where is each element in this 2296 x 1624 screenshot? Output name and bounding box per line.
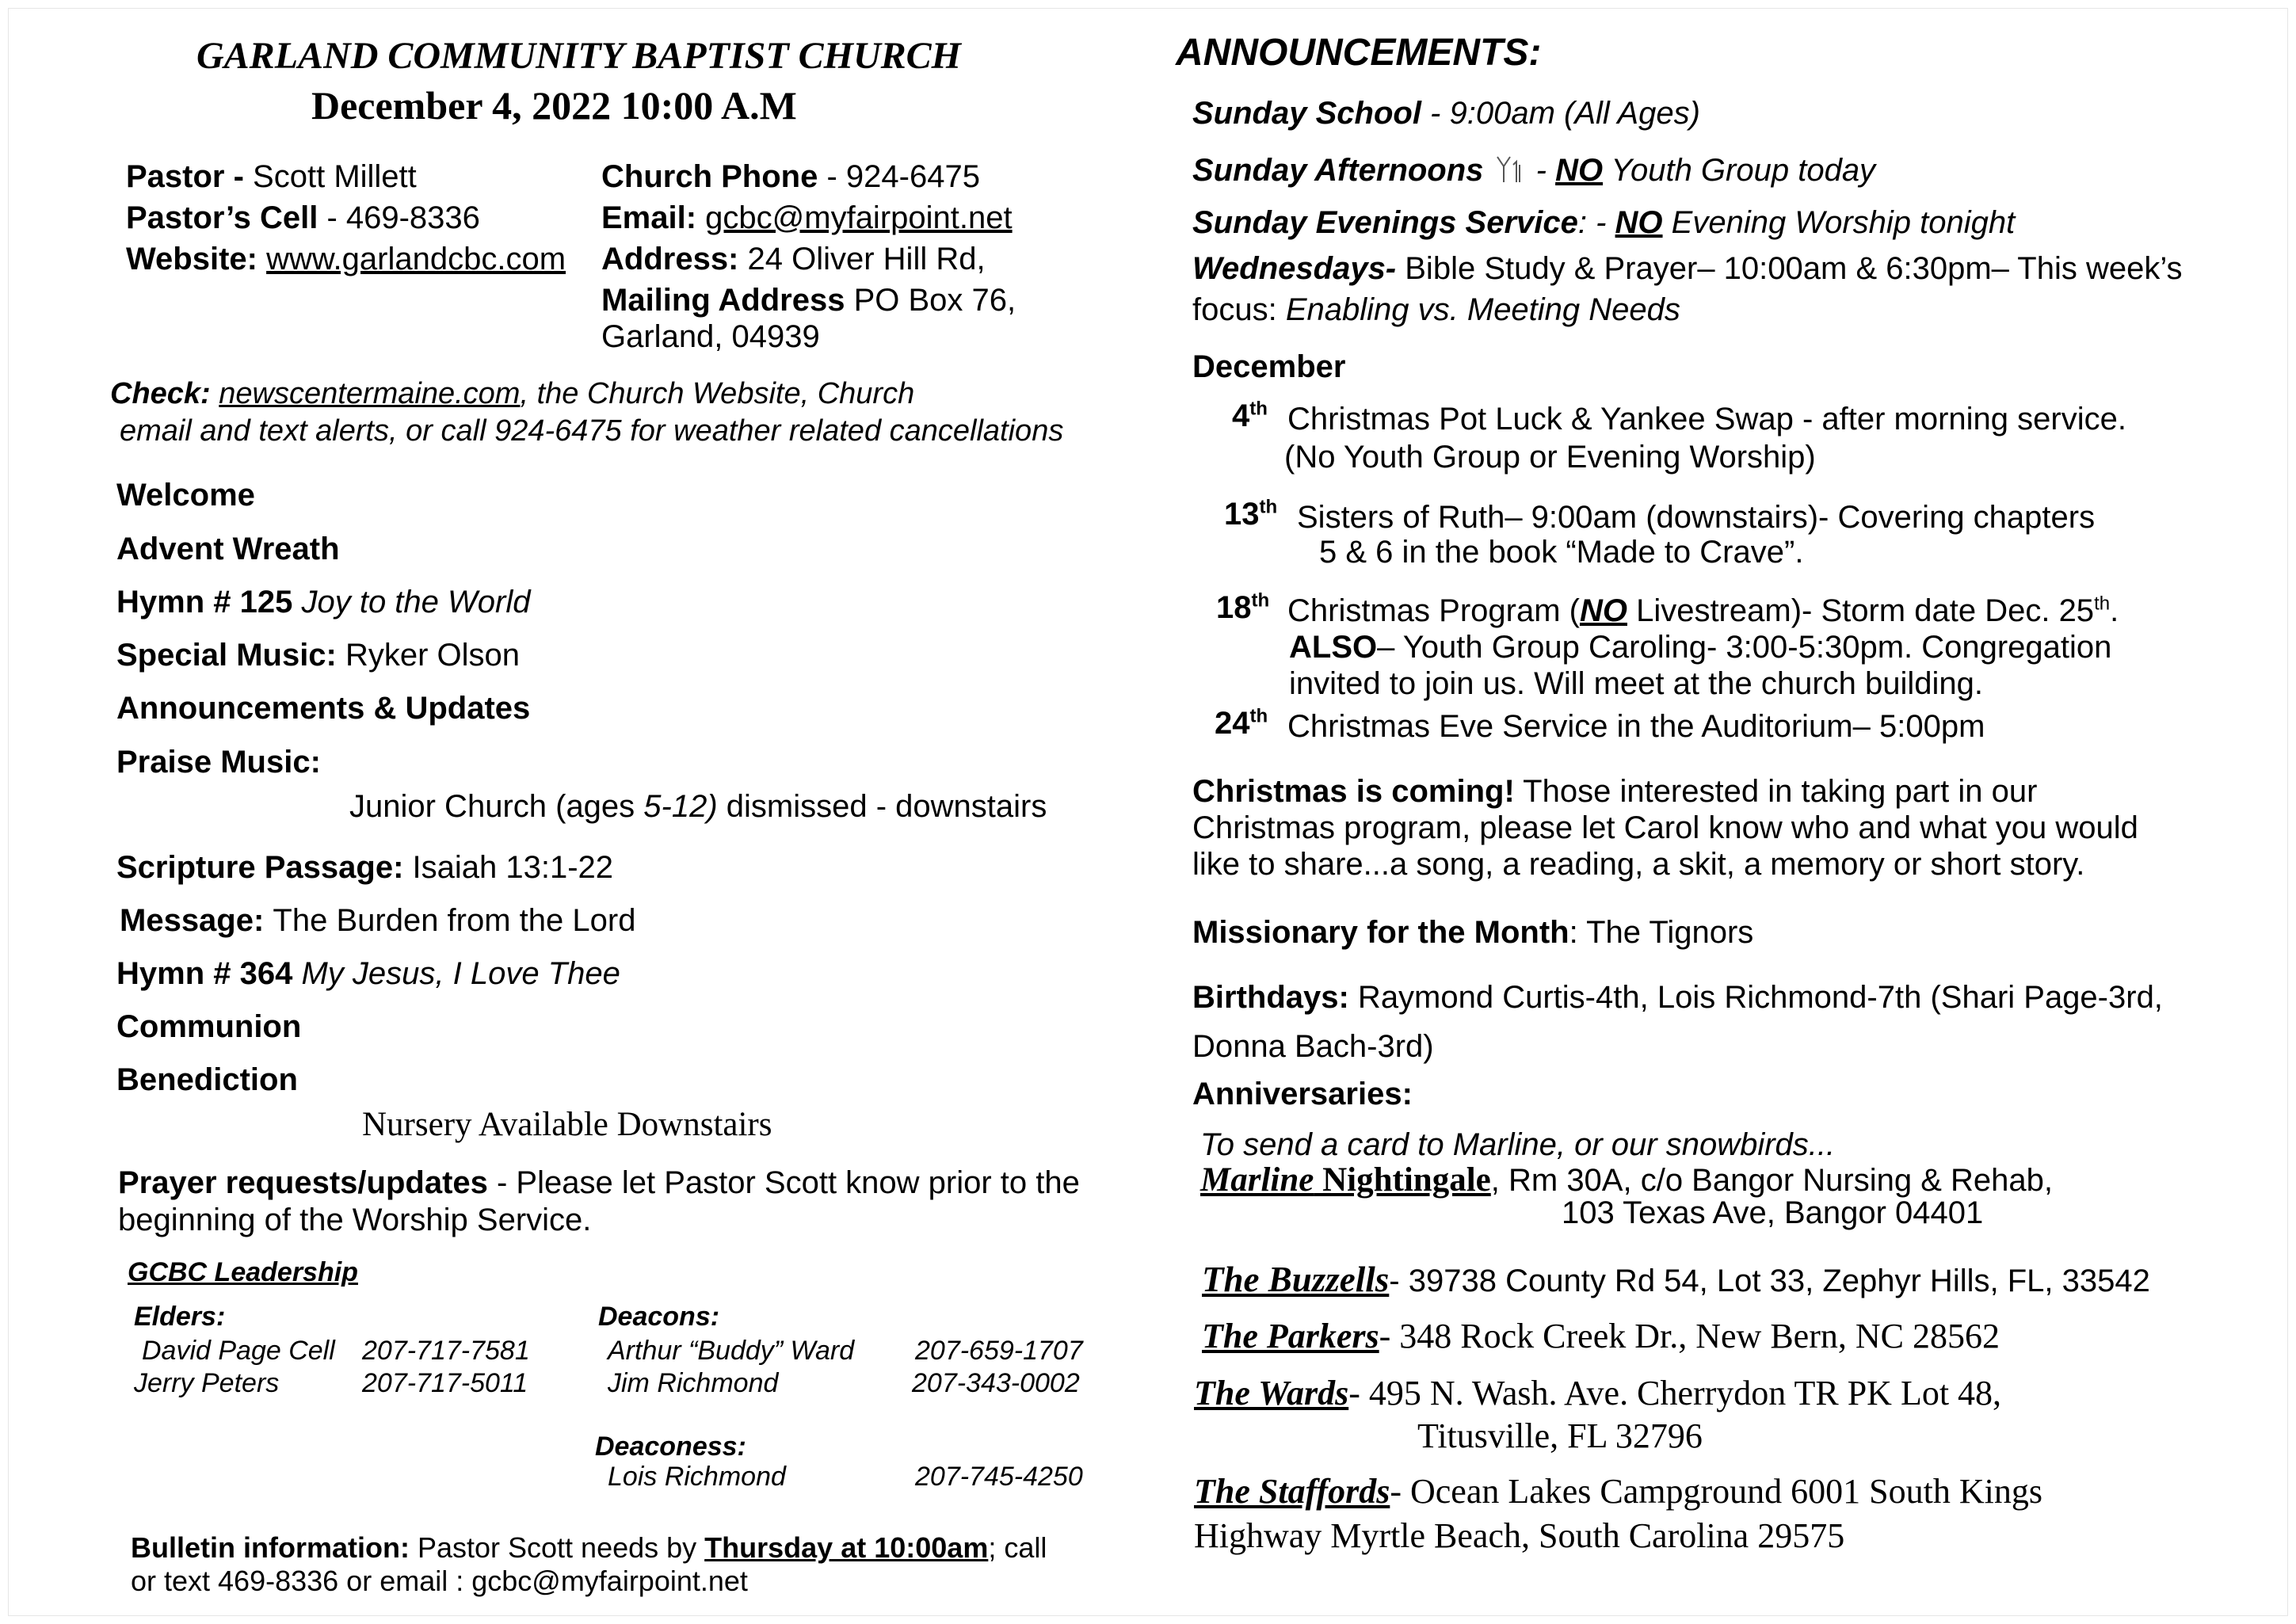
dec-13-sup: th [1259,496,1278,518]
deaconess-label: Deaconess: [595,1431,746,1462]
dec-4-sup: th [1249,398,1268,420]
staffords-line-2: Highway Myrtle Beach, South Carolina 29575 [1194,1516,1845,1555]
weather-line-2: email and text alerts, or call 924-6475 for weather related cancellations [120,414,1064,448]
website-link[interactable]: www.garlandcbc.com [266,242,566,276]
nursery-note: Nursery Available Downstairs [362,1106,772,1143]
christmas-line-3: like to share...a song, a reading, a skit, a memory or short story. [1192,847,2085,882]
buzzells-address: - 39738 County Rd 54, Lot 33, Zephyr Hills, FL, 33542 [1389,1264,2150,1298]
message-value: The Burden from the Lord [273,903,636,938]
marline-first: Marline [1200,1161,1314,1199]
order-message [120,903,635,939]
dec-4-day: 4 [1232,398,1250,433]
sunday-school-label: Sunday School [1192,96,1421,131]
staffords-line-1 [1194,1471,2042,1512]
afternoons-label: Sunday Afternoons [1192,153,1493,188]
deacon-name: Arthur “Buddy” Ward [608,1336,855,1366]
dec-24-line-1: Christmas Eve Service in the Auditorium– 5:00pm [1287,709,1985,744]
dec-4 [1232,398,1268,434]
bulletin-call: ; call [988,1531,1047,1564]
birthdays-line-1 [1192,980,2163,1016]
dec-18-line-1 [1287,593,2119,629]
wards-name: The Wards [1194,1374,1349,1412]
sunday-evenings [1192,205,2015,241]
scripture-label: Scripture Passage: [116,850,413,885]
address-line [601,242,986,277]
dec-24-sup: th [1249,705,1268,727]
wednesdays-line-2 [1192,292,1680,328]
scripture-value: Isaiah 13:1-22 [412,850,614,885]
order-hymn-2 [116,956,620,992]
mailing-line [601,283,1016,318]
mailing-value: PO Box 76, [845,283,1016,318]
announcements-heading: ANNOUNCEMENTS: [1176,32,1542,74]
email-line [601,200,1013,236]
junior-text: Junior Church (ages [349,789,644,824]
weather-line-1 [110,377,914,411]
deacon-name: Jim Richmond [608,1368,779,1398]
address-label: Address: [601,242,748,276]
hymn-2-title: My Jesus, I Love Thee [301,956,620,991]
deaconess-name: Lois Richmond [608,1462,786,1492]
dec-18-day: 18 [1216,590,1252,625]
order-hymn-1 [116,585,530,620]
sunday-afternoons [1192,153,1875,189]
christmas-text: Those interested in taking part in our [1514,774,2038,809]
parkers-name: The Parkers [1202,1317,1379,1355]
wednesdays-text: Bible Study & Prayer– 10:00am & 6:30pm– This week’s [1396,251,2183,286]
prayer-line-2: beginning of the Worship Service. [118,1203,592,1237]
parkers-line [1202,1316,2000,1356]
staffords-name: The Staffords [1194,1472,1390,1511]
bulletin-label: Bulletin information: [131,1531,410,1564]
dec-18 [1216,590,1269,626]
dec-18-text-2: Livestream)- Storm date Dec. 25 [1627,593,2095,628]
december-heading: December [1192,349,1346,384]
junior-ages: 5-12) [643,789,718,824]
elder-phone: 207-717-7581 [362,1336,530,1366]
buzzells-line [1202,1259,2150,1300]
hymn-1-title: Joy to the World [301,585,531,619]
sunday-school-value: - 9:00am (All Ages) [1421,96,1700,131]
christmas-label: Christmas is coming! [1192,774,1515,809]
order-special-music [116,638,520,673]
evenings-rest: Evening Worship tonight [1662,205,2016,240]
elder-name: David Page Cell [142,1336,335,1366]
message-label: Message: [120,903,273,938]
order-communion: Communion [116,1009,302,1044]
phone-label: Church Phone [601,159,818,194]
phone-line [601,159,980,195]
evenings-dash: : - [1577,205,1615,240]
focus-label: focus: [1192,292,1286,327]
service-date: December 4, 2022 10:00 A.M [311,83,797,128]
wards-line-2: Titusville, FL 32796 [1417,1416,1703,1455]
order-scripture [116,850,613,886]
leadership-heading: GCBC Leadership [128,1257,358,1287]
dec-18-also: ALSO [1289,630,1378,665]
check-label: Check: [110,377,219,410]
dec-4-line-1: Christmas Pot Luck & Yankee Swap - after morning service. [1287,402,2126,436]
order-benediction: Benediction [116,1062,298,1097]
birthdays-text: Raymond Curtis-4th, Lois Richmond-7th (Shari Page-3rd, [1348,980,2163,1015]
dec-18-caroling: – Youth Group Caroling- 3:00-5:30pm. Congregation [1377,630,2112,665]
wednesdays-line-1 [1192,251,2183,287]
bulletin-line-2: or text 469-8336 or email : gcbc@myfairpoint.net [131,1565,748,1597]
pastor-cell: - 469-8336 [318,200,480,235]
order-advent: Advent Wreath [116,532,340,566]
marline-last: Nightingale [1314,1161,1491,1199]
dec-13-day: 13 [1224,497,1260,532]
pastor-name: Scott Millett [253,159,417,194]
church-name: GARLAND COMMUNITY BAPTIST CHURCH [196,35,962,77]
dec-18-text: Christmas Program ( [1287,593,1580,628]
hymn-2-label: Hymn # 364 [116,956,302,991]
junior-dismissed: dismissed - downstairs [717,789,1047,824]
dec-24-day: 24 [1215,706,1250,741]
wednesdays-label: Wednesdays- [1192,251,1397,286]
dec-4-line-2: (No Youth Group or Evening Worship) [1284,440,1816,475]
marline-line-1 [1200,1161,2053,1199]
bulletin-page [8,8,2288,1616]
buzzells-name: The Buzzells [1202,1260,1390,1299]
staffords-address-1: - Ocean Lakes Campground 6001 South Kings [1390,1472,2042,1511]
dec-18-line-sup: th [2094,593,2111,615]
email-link[interactable]: gcbc@myfairpoint.net [705,200,1013,235]
wards-address-1: - 495 N. Wash. Ave. Cherrydon TR PK Lot 48, [1348,1374,2002,1412]
marline-line-2: 103 Texas Ave, Bangor 04401 [1562,1195,1984,1230]
elder-name: Jerry Peters [134,1368,280,1398]
order-announcements: Announcements & Updates [116,691,531,726]
youth-group-icon [1493,154,1527,185]
dec-18-line-2 [1289,630,2111,665]
dec-18-no: NO [1579,593,1627,628]
bulletin-text: Pastor Scott needs by [409,1531,705,1564]
parkers-address: - 348 Rock Creek Dr., New Bern, NC 28562 [1379,1317,2000,1355]
bulletin-deadline: Thursday at 10:00am [704,1531,989,1564]
weather-text: , the Church Website, Church [520,377,915,410]
mailing-label: Mailing Address [601,283,845,318]
dec-18-line-3: invited to join us. Will meet at the church building. [1289,666,1983,701]
dec-13-line-1: Sisters of Ruth– 9:00am (downstairs)- Covering chapters [1297,500,2096,535]
dec-18-sup: th [1251,589,1270,612]
prayer-line-1 [118,1165,1080,1201]
dec-13-line-2: 5 & 6 in the book “Made to Crave”. [1319,535,1804,570]
prayer-text: - Please let Pastor Scott know prior to the [487,1165,1080,1200]
deaconess-phone: 207-745-4250 [915,1462,1083,1492]
website-line [126,242,566,277]
website-label: Website: [126,242,267,276]
missionary-value: : The Tignors [1569,915,1754,950]
evenings-no: NO [1615,205,1663,240]
birthdays-line-2: Donna Bach-3rd) [1192,1029,1434,1064]
mailing-city: Garland, 04939 [601,319,820,354]
christmas-line-2: Christmas program, please let Carol know who and what you would [1192,810,2138,845]
email-label: Email: [601,200,706,235]
marline-address-1: , Rm 30A, c/o Bangor Nursing & Rehab, [1490,1163,2054,1198]
address-value: 24 Oliver Hill Rd, [747,242,986,276]
dec-24 [1215,706,1268,741]
elder-phone: 207-717-5011 [362,1368,528,1398]
afternoons-no: NO [1555,153,1604,188]
special-music-label: Special Music: [116,638,345,673]
dec-18-period: . [2110,593,2119,628]
anniversaries-label: Anniversaries: [1192,1077,1413,1111]
pastor-label: Pastor - [126,159,254,194]
afternoons-dash: - [1527,153,1556,188]
missionary-label: Missionary for the Month [1192,915,1569,950]
bulletin-line-1 [131,1531,1047,1565]
order-praise: Praise Music: [116,745,321,780]
church-phone: - 924-6475 [818,159,980,194]
pastor-line [126,159,417,195]
elders-label: Elders: [134,1302,226,1332]
sunday-school [1192,96,1700,132]
deacons-label: Deacons: [598,1302,720,1332]
pastor-cell-label: Pastor’s Cell [126,200,318,235]
hymn-1-label: Hymn # 125 [116,585,302,619]
birthdays-label: Birthdays: [1192,980,1349,1015]
weather-site-link[interactable]: newscentermaine.com [219,377,521,410]
afternoons-rest: Youth Group today [1603,153,1876,188]
pastor-cell-line [126,200,480,236]
deacon-phone: 207-343-0002 [912,1368,1080,1398]
special-music-value: Ryker Olson [345,638,521,673]
deacon-phone: 207-659-1707 [915,1336,1083,1366]
christmas-line-1 [1192,774,2037,810]
prayer-label: Prayer requests/updates [118,1165,488,1200]
send-card-note: To send a card to Marline, or our snowbirds... [1200,1127,1836,1162]
wards-line-1 [1194,1373,2001,1413]
focus-value: Enabling vs. Meeting Needs [1285,292,1680,327]
evenings-label: Sunday Evenings Service [1192,205,1578,240]
junior-church [349,789,1047,825]
dec-13 [1224,497,1277,532]
missionary-line [1192,915,1753,951]
order-welcome: Welcome [116,478,255,513]
